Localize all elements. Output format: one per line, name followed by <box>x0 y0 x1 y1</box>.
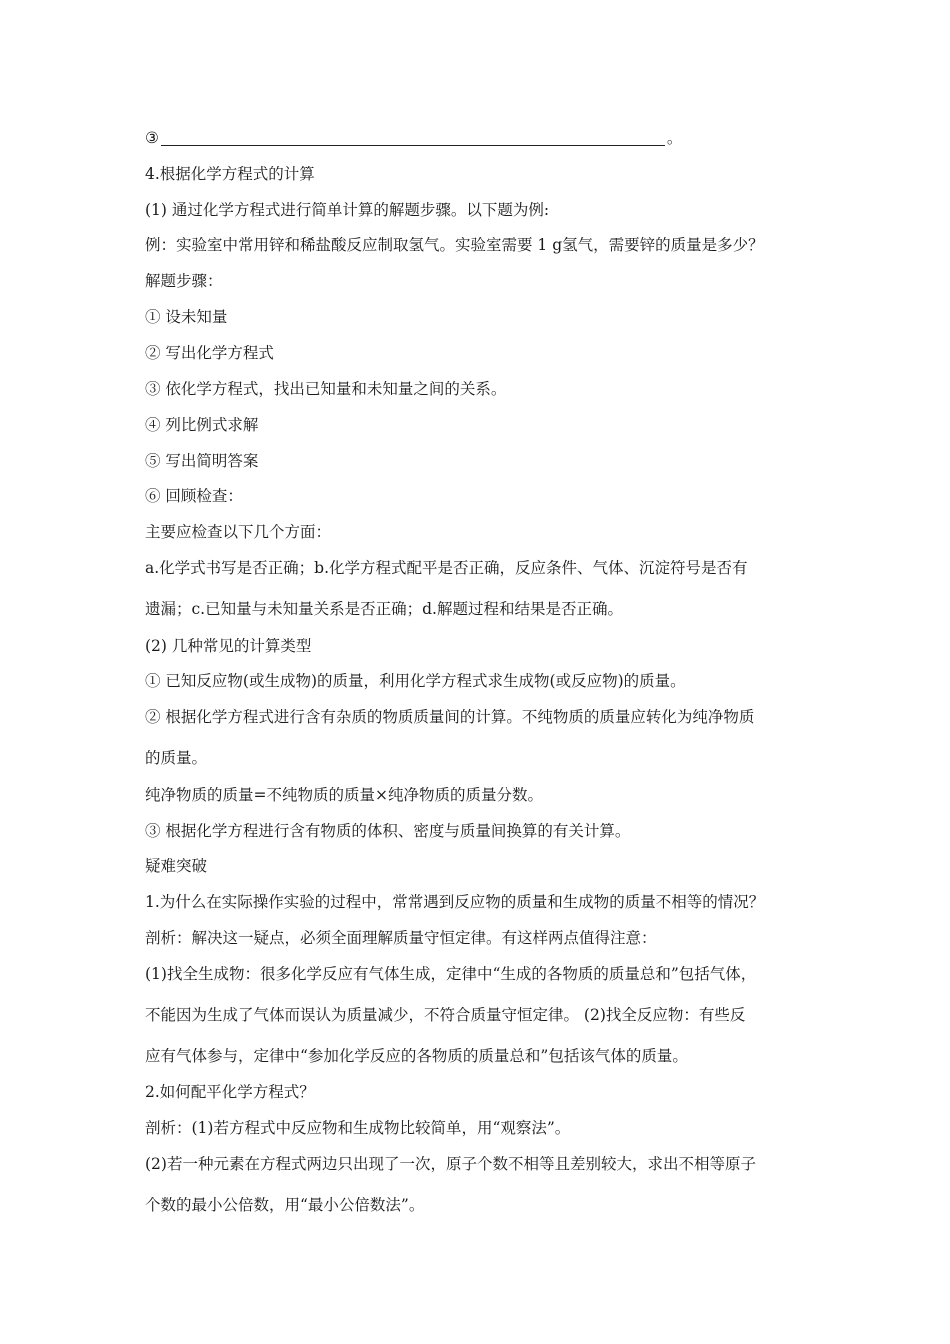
list-item: ⑤ 写出简明答案 <box>145 452 259 470</box>
text-line: 解题步骤： <box>145 272 223 290</box>
fill-in-blank <box>161 144 665 146</box>
item-marker: ③ <box>145 129 159 147</box>
subsection-heading: (2) 几种常见的计算类型 <box>145 637 312 655</box>
list-item: ③ 根据化学方程进行含有物质的体积、密度与质量间换算的有关计算。 <box>145 822 631 840</box>
text-line: 应有气体参与，定律中“参加化学反应的各物质的质量总和”包括该气体的质量。 <box>145 1047 688 1065</box>
list-item: ① 已知反应物(或生成物)的质量，利用化学方程式求生成物(或反应物)的质量。 <box>145 672 686 690</box>
text-line: 纯净物质的质量=不纯物质的质量×纯净物质的质量分数。 <box>145 786 543 804</box>
subsection-heading: (1) 通过化学方程式进行简单计算的解题步骤。以下题为例: <box>145 201 550 219</box>
section-heading: 4.根据化学方程式的计算 <box>145 165 315 183</box>
line-blank-item-3 <box>145 128 825 148</box>
text-line: 个数的最小公倍数，用“最小公倍数法”。 <box>145 1196 425 1214</box>
list-item: ⑥ 回顾检查： <box>145 487 243 505</box>
text-line: (1)找全生成物：很多化学反应有气体生成，定律中“生成的各物质的质量总和”包括气体， <box>145 965 757 983</box>
line-end-punct: 。 <box>666 129 683 147</box>
question: 1.为什么在实际操作实验的过程中，常常遇到反应物的质量和生成物的质量不相等的情况？ <box>145 893 765 911</box>
text-line: 剖析：(1)若方程式中反应物和生成物比较简单，用“观察法”。 <box>145 1119 571 1137</box>
text-line: a.化学式书写是否正确；b.化学方程式配平是否正确，反应条件、气体、沉淀符号是否有 <box>145 559 748 577</box>
text-line: 不能因为生成了气体而误认为质量减少，不符合质量守恒定律。 (2)找全反应物：有些反 <box>145 1006 746 1024</box>
question: 2.如何配平化学方程式？ <box>145 1083 315 1101</box>
section-heading: 疑难突破 <box>145 857 208 875</box>
text-line: 的质量。 <box>145 749 208 767</box>
list-item: ② 写出化学方程式 <box>145 344 274 362</box>
text-line: (2)若一种元素在方程式两边只出现了一次，原子个数不相等且差别较大，求出不相等原子 <box>145 1155 756 1173</box>
text-line: 剖析：解决这一疑点，必须全面理解质量守恒定律。有这样两点值得注意： <box>145 929 657 947</box>
list-item: ③ 依化学方程式，找出已知量和未知量之间的关系。 <box>145 380 507 398</box>
text-line: 遗漏；c.已知量与未知量关系是否正确；d.解题过程和结果是否正确。 <box>145 600 623 618</box>
list-item: ④ 列比例式求解 <box>145 416 259 434</box>
text-line: 例：实验室中常用锌和稀盐酸反应制取氢气。实验室需要 1 g氢气，需要锌的质量是多少？ <box>145 236 764 254</box>
list-item: ① 设未知量 <box>145 308 228 326</box>
text-line: 主要应检查以下几个方面： <box>145 523 332 541</box>
list-item: ② 根据化学方程式进行含有杂质的物质质量间的计算。不纯物质的质量应转化为纯净物质 <box>145 708 755 726</box>
